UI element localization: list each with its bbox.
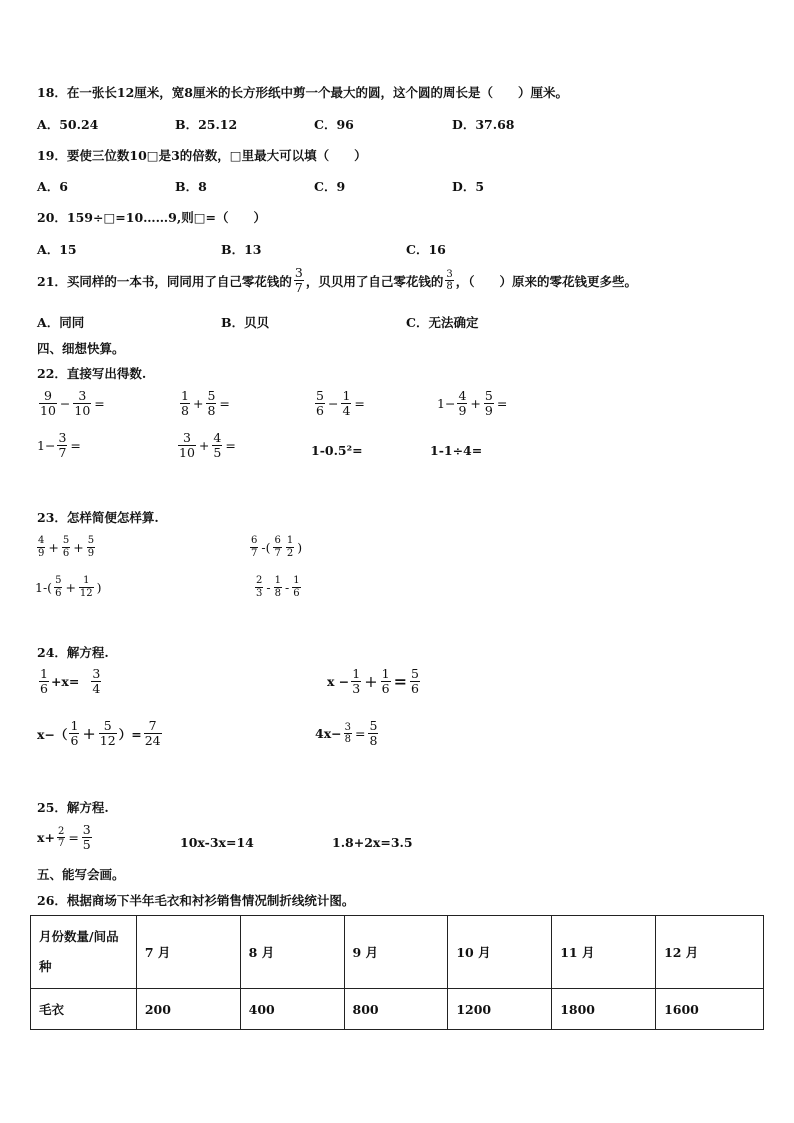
q21-option-c: C．无法确定 (406, 315, 479, 330)
fraction: $\frac{1}{6}$ (381, 666, 390, 697)
q23-expression-3: 1-( $\frac{5}{6}$ + $\frac{1}{12}$ ) (35, 575, 102, 599)
fraction: $\frac{7}{24}$ (144, 718, 161, 749)
q21-option-a: A．同同 (37, 315, 85, 330)
question-21-stem (37, 266, 637, 296)
fraction: $\frac{5}{8}$ (207, 388, 216, 419)
q21-stem-part3: ，（ ）原来的零花钱更多些。 (455, 273, 638, 289)
table-cell: 800 (344, 989, 448, 1030)
fraction: $\frac{5}{6}$ (316, 388, 324, 419)
q20-option-c: C．16 (406, 242, 446, 257)
fraction: $\frac{3}{10}$ (179, 430, 195, 461)
question-25-title: 25．解方程. (37, 800, 109, 815)
fraction: $\frac{1}{8}$ (274, 575, 281, 599)
fraction: $\frac{4}{5}$ (213, 430, 222, 461)
question-20-stem: 20．159÷□=10……9,则□=（ ） (37, 210, 266, 225)
q19-option-c: C．9 (314, 179, 346, 194)
q22-expression-2: $\frac{1}{8}$ + $\frac{5}{8}$ = (181, 388, 230, 419)
q21-option-b: B．贝贝 (221, 315, 270, 330)
q23-expression-2: $\frac{6}{7}$ -( $\frac{6}{7}$ $\frac{1}{2}$ ) (251, 535, 303, 559)
question-24-title: 24．解方程. (37, 645, 109, 660)
q18-option-c: C．96 (314, 117, 354, 132)
fraction: $\frac{3}{7}$ (294, 265, 303, 296)
fraction: $\frac{1}{12}$ (79, 575, 93, 599)
q24-equation-4: 4x− $\frac{3}{8}$ = $\frac{5}{8}$ (315, 718, 378, 749)
fraction: $\frac{3}{8}$ (446, 268, 453, 293)
q19-option-d: D．5 (452, 179, 485, 194)
q24-equation-1: $\frac{1}{6}$ +x= $\frac{3}{4}$ (40, 666, 101, 697)
q22-expression-8: 1-1÷4= (430, 443, 483, 458)
q22-expression-3: $\frac{5}{6}$ − $\frac{1}{4}$ = (316, 388, 365, 419)
fraction: $\frac{1}{4}$ (342, 388, 351, 419)
q25-equation-2: 10x-3x=14 (180, 835, 254, 850)
table-cell: 1200 (448, 989, 552, 1030)
fraction: $\frac{5}{8}$ (369, 718, 378, 749)
fraction: $\frac{1}{6}$ (40, 666, 48, 697)
fraction: $\frac{5}{12}$ (99, 718, 116, 749)
fraction: $\frac{1}{3}$ (352, 666, 361, 697)
fraction: $\frac{3}{4}$ (92, 666, 101, 697)
table-header-month: 11 月 (552, 916, 656, 989)
q25-equation-1: x+ $\frac{2}{7}$ = $\frac{3}{5}$ (37, 822, 91, 853)
fraction: $\frac{1}{8}$ (181, 388, 189, 419)
fraction: $\frac{3}{7}$ (58, 430, 67, 461)
fraction: $\frac{4}{9}$ (458, 388, 467, 419)
q22-expression-1: $\frac{9}{10}$ − $\frac{3}{10}$ = (40, 388, 105, 419)
fraction: $\frac{3}{10}$ (74, 388, 91, 419)
table-cell: 200 (136, 989, 240, 1030)
question-18-stem: 18．在一张长12厘米，宽8厘米的长方形纸中剪一个最大的圆，这个圆的周长是（ ）厘米。 (37, 85, 568, 100)
fraction: $\frac{6}{7}$ (274, 535, 281, 559)
fraction: $\frac{2}{3}$ (256, 575, 263, 599)
q18-option-a: A．50.24 (37, 117, 99, 132)
fraction: $\frac{4}{9}$ (38, 535, 45, 559)
table-row (31, 989, 764, 1030)
q20-option-b: B．13 (221, 242, 262, 257)
fraction: $\frac{5}{6}$ (55, 575, 62, 599)
table-header-month: 10 月 (448, 916, 552, 989)
q18-option-b: B．25.12 (175, 117, 238, 132)
fraction: $\frac{5}{6}$ (411, 666, 419, 697)
q24-equation-3: x−（ $\frac{1}{6}$ + $\frac{5}{12}$ ）= $\frac{7}{24}$ (37, 718, 161, 749)
q22-expression-4: 1− $\frac{4}{9}$ + $\frac{5}{9}$ = (437, 388, 508, 419)
fraction: $\frac{2}{7}$ (57, 825, 65, 850)
fraction: $\frac{5}{9}$ (87, 535, 95, 559)
q24-equation-2: x − $\frac{1}{3}$ + $\frac{1}{6}$ = $\frac{5}{6}$ (327, 666, 419, 697)
section-5-heading: 五、能写会画。 (37, 867, 125, 882)
q23-expression-4: $\frac{2}{3}$ - $\frac{1}{8}$ - $\frac{1}{6}$ (256, 575, 300, 599)
table-header-row (31, 916, 764, 989)
fraction: $\frac{3}{5}$ (82, 822, 91, 853)
question-22-title: 22．直接写出得数. (37, 366, 147, 381)
fraction: $\frac{1}{2}$ (286, 535, 294, 559)
fraction: $\frac{3}{8}$ (344, 721, 351, 746)
section-4-heading: 四、细想快算。 (37, 341, 125, 356)
table-header-month: 8 月 (240, 916, 344, 989)
table-header-label: 月份数量/间品种 (31, 916, 137, 989)
table-header-month: 7 月 (136, 916, 240, 989)
q23-expression-1: $\frac{4}{9}$ + $\frac{5}{6}$ + $\frac{5}{9}$ (38, 535, 95, 559)
fraction: $\frac{1}{6}$ (293, 575, 300, 599)
table-cell: 1600 (656, 989, 764, 1030)
table-row-label: 毛衣 (31, 989, 137, 1030)
fraction: $\frac{9}{10}$ (40, 388, 56, 419)
fraction: $\frac{5}{6}$ (62, 535, 70, 559)
q18-option-d: D．37.68 (452, 117, 515, 132)
q21-stem-part1: 21．买同样的一本书，同同用了自己零花钱的 (37, 273, 292, 289)
q19-option-a: A．6 (37, 179, 68, 194)
q22-expression-5: 1− $\frac{3}{7}$ = (37, 430, 81, 461)
fraction: $\frac{1}{6}$ (70, 718, 79, 749)
table-header-month: 9 月 (344, 916, 448, 989)
q22-expression-7: 1-0.5²= (311, 443, 363, 458)
question-23-title: 23．怎样简便怎样算. (37, 510, 159, 525)
fraction: $\frac{6}{7}$ (251, 535, 258, 559)
table-header-month: 12 月 (656, 916, 764, 989)
table-cell: 1800 (552, 989, 656, 1030)
fraction: $\frac{5}{9}$ (484, 388, 493, 419)
question-19-stem: 19．要使三位数10□是3的倍数，□里最大可以填（ ） (37, 148, 367, 163)
q25-equation-3: 1.8+2x=3.5 (332, 835, 413, 850)
question-26-title: 26．根据商场下半年毛衣和衬衫销售情况制折线统计图。 (37, 893, 355, 908)
sales-table (30, 915, 764, 1030)
q21-stem-part2: ，贝贝用了自己零花钱的 (305, 273, 444, 289)
q19-option-b: B．8 (175, 179, 207, 194)
q20-option-a: A．15 (37, 242, 77, 257)
table-cell: 400 (240, 989, 344, 1030)
q22-expression-6: $\frac{3}{10}$ + $\frac{4}{5}$ = (179, 430, 236, 461)
